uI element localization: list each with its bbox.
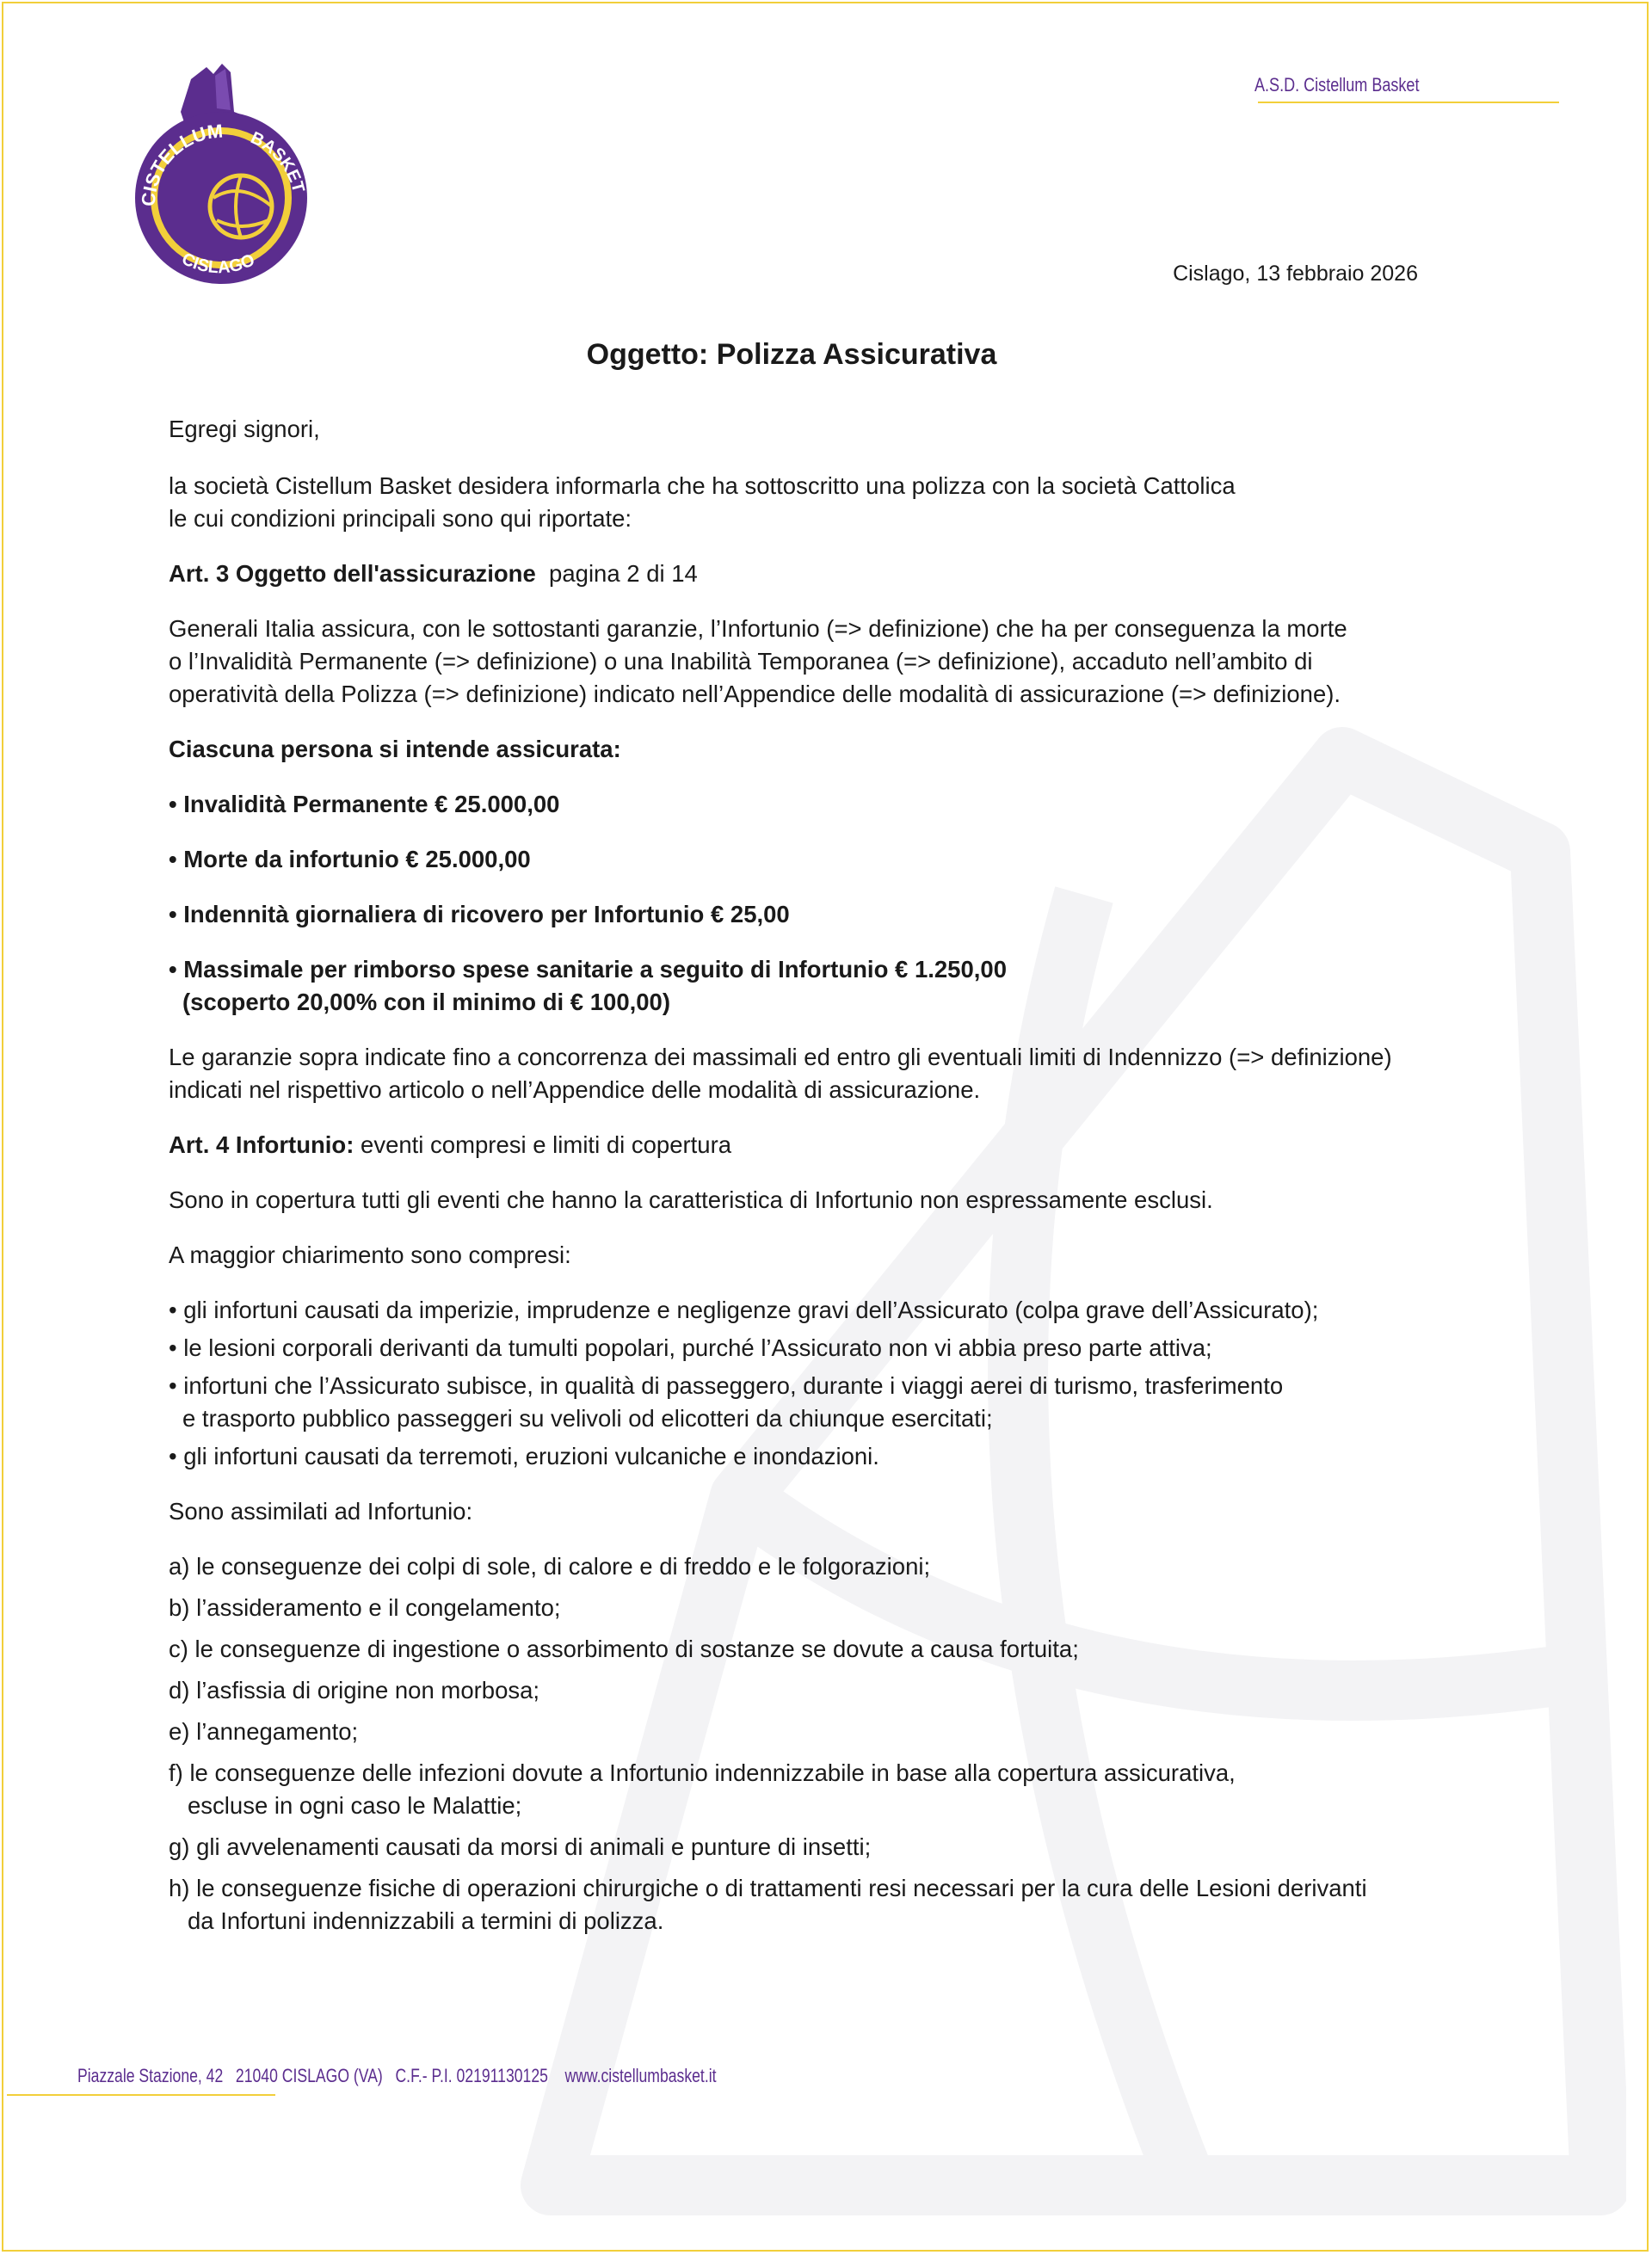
art4-heading: [169, 1129, 1442, 1161]
intro-line: le cui condizioni principali sono qui riportate:: [169, 505, 632, 532]
intro-line: la società Cistellum Basket desidera informarla che ha sottoscritto una polizza con la società Cattolica: [169, 472, 1236, 499]
assimilated-item-cont: da Infortuni indennizzabili a termini di polizza.: [188, 1907, 664, 1934]
art3-text: operatività della Polizza (=> definizione) indicato nell’Appendice delle modalità di assicurazione (=> definizione).: [169, 681, 1341, 707]
cistellum-basket-logo: [120, 60, 323, 284]
org-name-header: A.S.D. Cistellum Basket: [1254, 74, 1420, 95]
footer-address: Piazzale Stazione, 42 21040 CISLAGO (VA) C.F.- P.I. 02191130125 www.cistellumbasket.it: [77, 2065, 717, 2086]
coverage-item: • Morte da infortunio € 25.000,00: [169, 846, 531, 872]
included-item: • gli infortuni causati da terremoti, eruzioni vulcaniche e inondazioni.: [169, 1443, 879, 1469]
art3-heading: [169, 558, 1442, 590]
letter-date: Cislago, 13 febbraio 2026: [1173, 262, 1418, 286]
assimilated-item: a) le conseguenze dei colpi di sole, di calore e di freddo e le folgorazioni;: [169, 1553, 931, 1580]
art3-page: pagina 2 di 14: [535, 560, 698, 587]
assimilated-item: e) l’annegamento;: [169, 1718, 359, 1745]
letter-body: [169, 413, 1442, 1938]
art4-subtitle: eventi compresi e limiti di copertura: [354, 1131, 732, 1158]
coverage-item: • Indennità giornaliera di ricovero per Infortunio € 25,00: [169, 901, 790, 927]
greeting: Egregi signori,: [169, 416, 320, 442]
logo-top-text: CISTELLUM: [137, 120, 225, 207]
included-item: • infortuni che l’Assicurato subisce, in qualità di passeggero, durante i viaggi aerei di turismo, trasferimento: [169, 1372, 1284, 1399]
art4-more: A maggior chiarimento sono compresi:: [169, 1241, 571, 1268]
insured-heading: Ciascuna persona si intende assicurata:: [169, 736, 621, 762]
included-item: • le lesioni corporali derivanti da tumulti popolari, purché l’Assicurato non vi abbia preso parte attiva;: [169, 1334, 1212, 1361]
assimilated-item: b) l’assideramento e il congelamento;: [169, 1594, 561, 1621]
limits-text: Le garanzie sopra indicate fino a concorrenza dei massimali ed entro gli eventuali limiti di Indennizzo (=> definizione): [169, 1044, 1392, 1070]
logo-right-text: BASKET: [247, 128, 308, 195]
art4-title: Art. 4 Infortunio:: [169, 1131, 354, 1158]
coverage-item: • Invalidità Permanente € 25.000,00: [169, 791, 560, 817]
art4-intro: Sono in copertura tutti gli eventi che hanno la caratteristica di Infortunio non espressamente esclusi.: [169, 1186, 1213, 1213]
coverage-item: • Massimale per rimborso spese sanitarie a seguito di Infortunio € 1.250,00: [169, 956, 1007, 983]
logo-bottom-text: CISLAGO: [178, 249, 258, 278]
assimilated-item: d) l’asfissia di origine non morbosa;: [169, 1677, 540, 1704]
assimilated-item-cont: escluse in ogni caso le Malattie;: [188, 1792, 522, 1819]
assimilated-item: h) le conseguenze fisiche di operazioni chirurgiche o di trattamenti resi necessari per la cura delle Lesioni derivanti: [169, 1875, 1367, 1901]
included-item-cont: e trasporto pubblico passeggeri su velivoli od elicotteri da chiunque esercitati;: [182, 1405, 993, 1432]
limits-text: indicati nel rispettivo articolo o nell’Appendice delle modalità di assicurazione.: [169, 1076, 981, 1103]
assimilated-item: f) le conseguenze delle infezioni dovute a Infortunio indennizzabile in base alla copertura assicurativa,: [169, 1759, 1236, 1786]
assimilated-item: c) le conseguenze di ingestione o assorbimento di sostanze se dovute a causa fortuita;: [169, 1636, 1079, 1662]
assimilated-heading: Sono assimilati ad Infortunio:: [169, 1498, 473, 1525]
art3-title: Art. 3 Oggetto dell'assicurazione: [169, 560, 536, 587]
art3-text: Generali Italia assicura, con le sottostanti garanzie, l’Infortunio (=> definizione) che ha per conseguenza la morte: [169, 615, 1347, 642]
included-item: • gli infortuni causati da imperizie, imprudenze e negligenze gravi dell’Assicurato (colpa grave dell’Assicurato);: [169, 1297, 1319, 1323]
footer-rule: [7, 2094, 275, 2096]
header-rule: [1258, 102, 1559, 103]
art3-text: o l’Invalidità Permanente (=> definizione) o una Inabilità Temporanea (=> definizione), accaduto nell’ambito di: [169, 648, 1313, 675]
coverage-note: (scoperto 20,00% con il minimo di € 100,00): [182, 989, 670, 1015]
letter-subject: Oggetto: Polizza Assicurativa: [586, 338, 997, 371]
assimilated-item: g) gli avvelenamenti causati da morsi di animali e punture di insetti;: [169, 1833, 872, 1860]
